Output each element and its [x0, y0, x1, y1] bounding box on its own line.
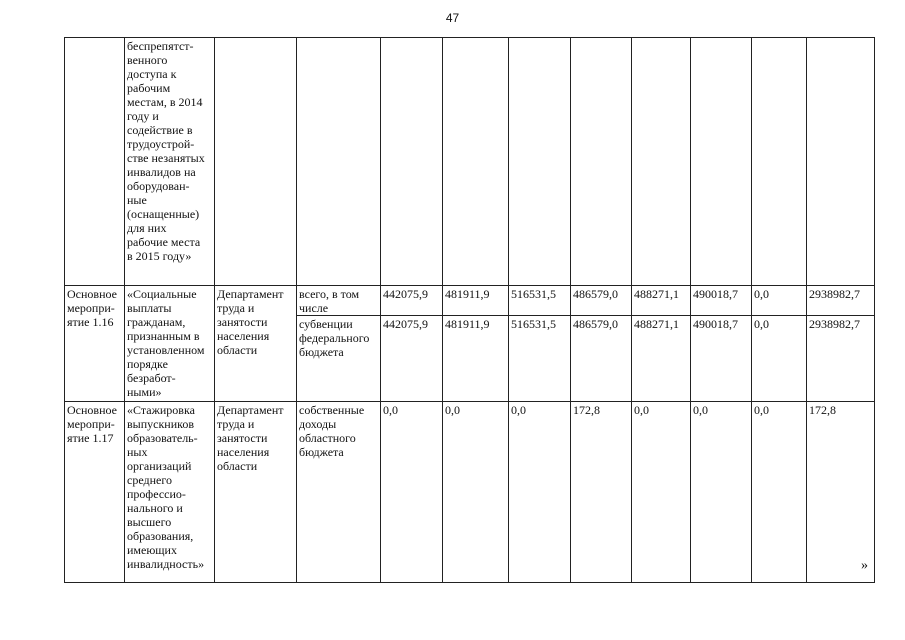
value-cell: 490018,7	[691, 316, 752, 402]
value-cell: 0,0	[752, 286, 807, 316]
value-cell: 442075,9	[381, 286, 443, 316]
source-cell: всего, в том числе	[297, 286, 381, 316]
closing-quote: »	[861, 558, 868, 573]
executor-cell	[215, 38, 297, 286]
table-row-measure-1-16-total	[65, 286, 875, 316]
value-cell: 516531,5	[509, 316, 571, 402]
value-cell: 0,0	[691, 402, 752, 583]
table-row-measure-1-17	[65, 402, 875, 583]
value-cell: 0,0	[509, 402, 571, 583]
status-cell: Основное меропри- ятие 1.16	[65, 286, 125, 402]
page-number: 47	[445, 11, 460, 25]
value-cell: 481911,9	[443, 316, 509, 402]
executor-cell: Департамент труда и занятости населения области	[215, 402, 297, 583]
value-cell: 0,0	[381, 402, 443, 583]
value-cell: 0,0	[752, 402, 807, 583]
value-cell: 442075,9	[381, 316, 443, 402]
value-cell: 488271,1	[632, 286, 691, 316]
value-cell: 488271,1	[632, 316, 691, 402]
table-row-continuation	[65, 38, 875, 286]
value-cell: 481911,9	[443, 286, 509, 316]
measure-name-cell: «Стажировка выпускников образователь- ных организаций среднего профессио- нального и высшего образования, имеющих инвалидность»	[125, 402, 215, 583]
value-cell: 172,8	[571, 402, 632, 583]
source-cell: субвенции федерального бюджета	[297, 316, 381, 402]
source-cell: собственные доходы областного бюджета	[297, 402, 381, 583]
total-cell: 172,8	[807, 402, 875, 583]
budget-table	[64, 37, 875, 583]
value-cell: 516531,5	[509, 286, 571, 316]
status-cell	[65, 38, 125, 286]
value-cell: 490018,7	[691, 286, 752, 316]
measure-name-cell: «Социальные выплаты гражданам, признанным в установленном порядке безработ- ными»	[125, 286, 215, 402]
source-cell	[297, 38, 381, 286]
value-cell: 0,0	[632, 402, 691, 583]
measure-name-cell: беспрепятст- венного доступа к рабочим местам, в 2014 году и содействие в трудоустрой- стве незанятых инвалидов на оборудован- ные (оснащенные) для них рабочие места в 2015 году»	[125, 38, 215, 286]
executor-cell: Департамент труда и занятости населения области	[215, 286, 297, 402]
value-cell: 0,0	[752, 316, 807, 402]
total-cell: 2938982,7	[807, 316, 875, 402]
value-cell: 486579,0	[571, 286, 632, 316]
total-cell: 2938982,7	[807, 286, 875, 316]
value-cell: 486579,0	[571, 316, 632, 402]
value-cell: 0,0	[443, 402, 509, 583]
status-cell: Основное меропри- ятие 1.17	[65, 402, 125, 583]
